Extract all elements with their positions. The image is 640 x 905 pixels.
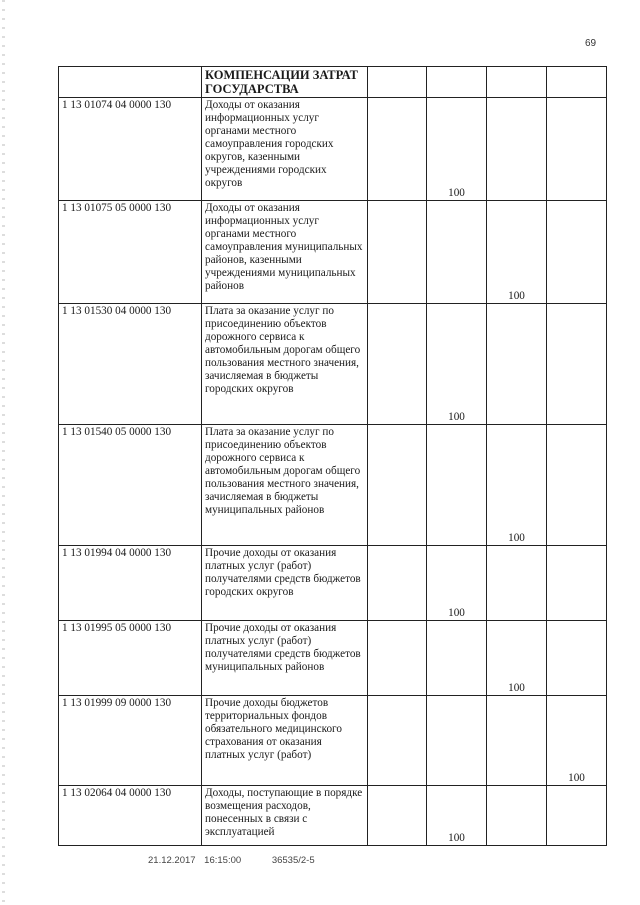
- code-cell: 1 13 01530 04 0000 130: [59, 304, 202, 425]
- value-cell: [547, 621, 607, 696]
- value-cell: [427, 621, 487, 696]
- value-cell: 100: [427, 304, 487, 425]
- table-row: [59, 304, 607, 425]
- value-cell: [547, 201, 607, 304]
- value-cell: [487, 67, 547, 98]
- value-cell: [368, 696, 427, 786]
- value-cell: 100: [547, 696, 607, 786]
- description-cell: Доходы от оказания информационных услуг органами местного самоуправления городских округов, казенными учреждениями городских округов: [202, 98, 368, 201]
- code-cell: 1 13 01540 05 0000 130: [59, 425, 202, 546]
- value-cell: [368, 786, 427, 846]
- code-cell: 1 13 01074 04 0000 130: [59, 98, 202, 201]
- scan-edge: [2, 0, 5, 905]
- description-cell: Прочие доходы от оказания платных услуг (работ) получателями средств бюджетов городских округов: [202, 546, 368, 621]
- table-row: [59, 696, 607, 786]
- table-row: [59, 621, 607, 696]
- table-row: [59, 98, 607, 201]
- value-cell: [368, 425, 427, 546]
- table-row: [59, 425, 607, 546]
- value-cell: [427, 67, 487, 98]
- value-cell: [547, 786, 607, 846]
- value-cell: [427, 696, 487, 786]
- table-row: [59, 786, 607, 846]
- value-cell: [487, 546, 547, 621]
- table-row: [59, 201, 607, 304]
- code-cell: 1 13 02064 04 0000 130: [59, 786, 202, 846]
- value-cell: [547, 67, 607, 98]
- value-cell: [368, 304, 427, 425]
- description-cell: Прочие доходы бюджетов территориальных фондов обязательного медицинского страхования от оказания платных услуг (работ): [202, 696, 368, 786]
- value-cell: 100: [427, 546, 487, 621]
- table-header-row: [59, 67, 607, 98]
- value-cell: [368, 621, 427, 696]
- description-cell: Прочие доходы от оказания платных услуг (работ) получателями средств бюджетов муниципальных районов: [202, 621, 368, 696]
- value-cell: [547, 546, 607, 621]
- value-cell: [487, 696, 547, 786]
- value-cell: [547, 304, 607, 425]
- description-cell: Плата за оказание услуг по присоединению объектов дорожного сервиса к автомобильным дорогам общего пользования местного значения, зачисляемая в бюджеты городских округов: [202, 304, 368, 425]
- value-cell: [427, 425, 487, 546]
- description-cell: Плата за оказание услуг по присоединению объектов дорожного сервиса к автомобильным дорогам общего пользования местного значения, зачисляемая в бюджеты муниципальных районов: [202, 425, 368, 546]
- code-cell: 1 13 01995 05 0000 130: [59, 621, 202, 696]
- value-cell: 100: [487, 425, 547, 546]
- value-cell: [487, 98, 547, 201]
- code-cell: [59, 67, 202, 98]
- value-cell: [487, 304, 547, 425]
- budget-table: [58, 66, 607, 846]
- code-cell: 1 13 01999 09 0000 130: [59, 696, 202, 786]
- code-cell: 1 13 01075 05 0000 130: [59, 201, 202, 304]
- value-cell: 100: [427, 98, 487, 201]
- value-cell: [368, 546, 427, 621]
- page-number: 69: [585, 38, 597, 49]
- value-cell: [368, 201, 427, 304]
- table-row: [59, 546, 607, 621]
- footer-doc-id: 36535/2-5: [271, 855, 315, 866]
- value-cell: [547, 98, 607, 201]
- value-cell: [487, 786, 547, 846]
- code-cell: 1 13 01994 04 0000 130: [59, 546, 202, 621]
- value-cell: 100: [487, 201, 547, 304]
- section-title: КОМПЕНСАЦИИ ЗАТРАТ ГОСУДАРСТВА: [202, 67, 368, 98]
- value-cell: 100: [427, 786, 487, 846]
- value-cell: 100: [487, 621, 547, 696]
- value-cell: [368, 98, 427, 201]
- document-footer: [148, 855, 337, 866]
- description-cell: Доходы, поступающие в порядке возмещения расходов, понесенных в связи с эксплуатацией: [202, 786, 368, 846]
- description-cell: Доходы от оказания информационных услуг органами местного самоуправления муниципальных районов, казенными учреждениями муниципальных районов: [202, 201, 368, 304]
- value-cell: [547, 425, 607, 546]
- value-cell: [427, 201, 487, 304]
- footer-timestamp: 21.12.2017 16:15:00: [148, 855, 242, 866]
- value-cell: [368, 67, 427, 98]
